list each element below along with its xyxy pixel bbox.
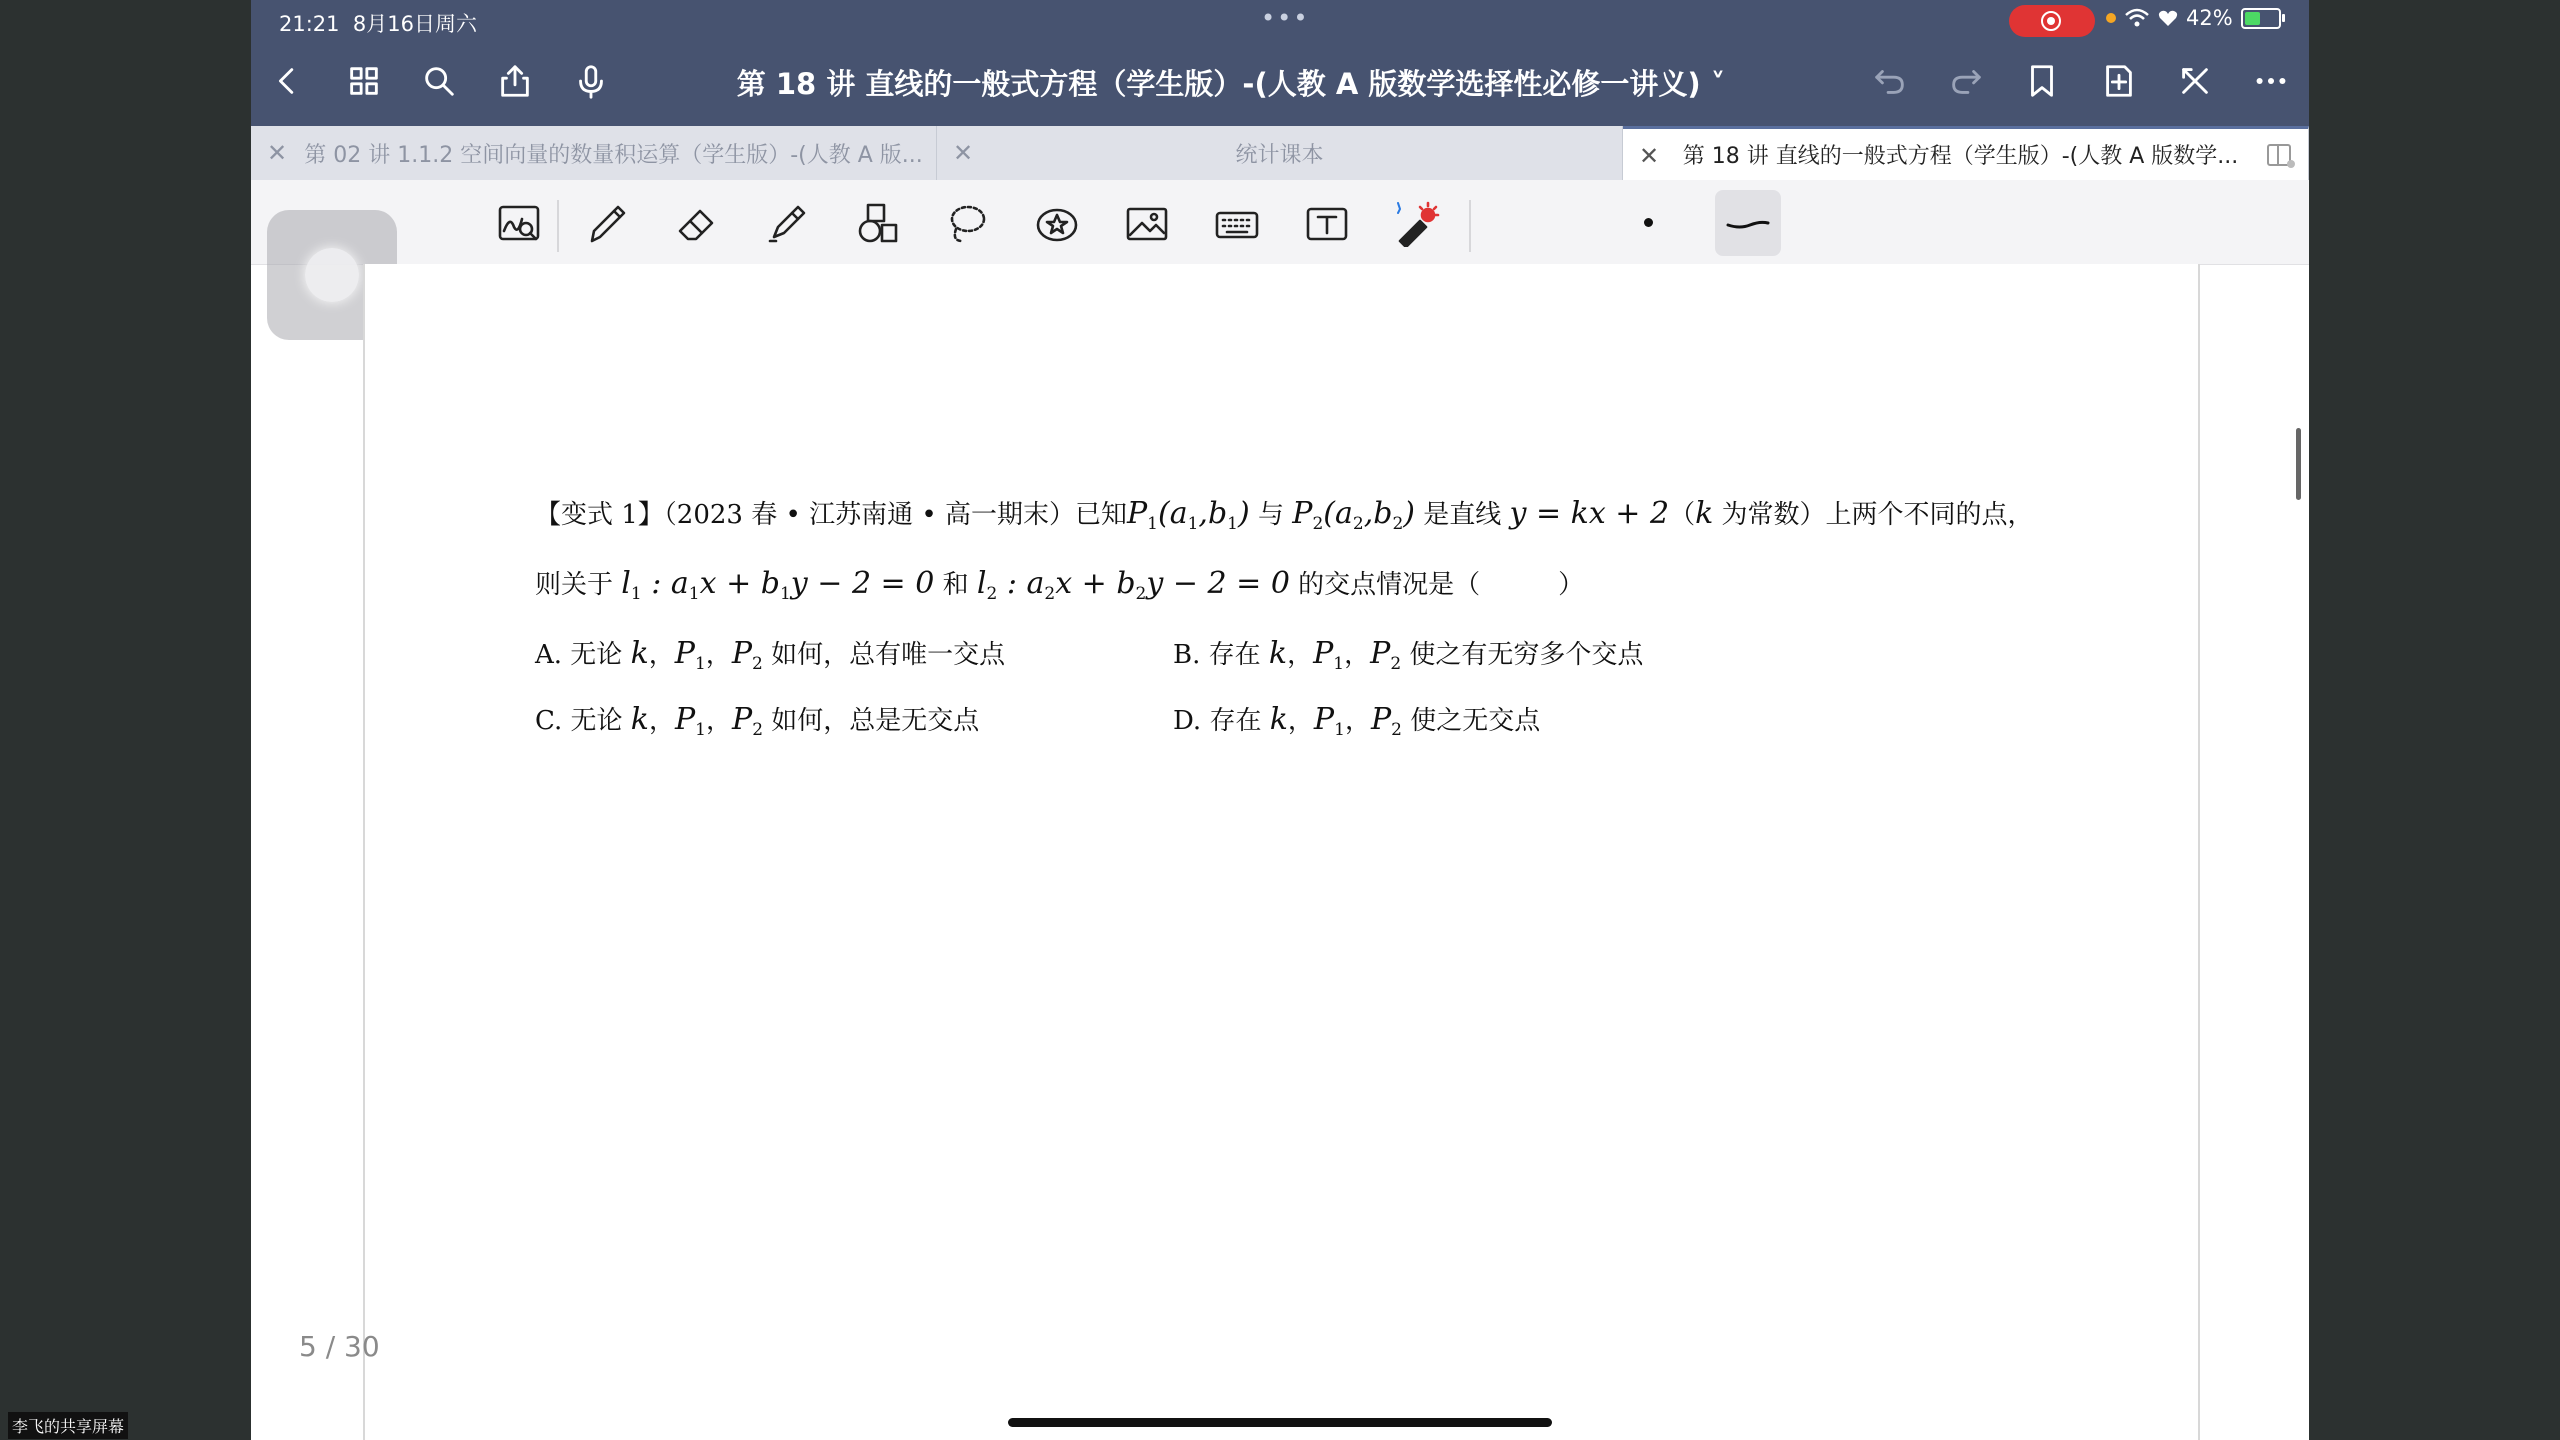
undo-icon[interactable] <box>1867 58 1913 104</box>
more-icon[interactable] <box>2248 58 2294 104</box>
document-page <box>363 264 2200 1440</box>
heart-icon <box>2158 9 2178 27</box>
mic-in-use-dot <box>2106 13 2116 23</box>
sticker-icon[interactable] <box>1031 198 1083 250</box>
grid-view-icon[interactable] <box>341 58 387 104</box>
status-time: 21:21 8月16日周六 <box>279 12 477 36</box>
back-icon[interactable] <box>265 58 311 104</box>
option-d: D. 存在 k，$P_1$，$P_2$ 使之无交点 <box>1173 702 1541 740</box>
screen-record-indicator[interactable] <box>2009 5 2095 37</box>
add-page-icon[interactable] <box>2096 58 2142 104</box>
option-a: A. 无论 k，$P_1$，$P_2$ 如何，总有唯一交点 <box>535 636 1006 674</box>
option-c: C. 无论 k，$P_1$，$P_2$ 如何，总是无交点 <box>535 702 980 740</box>
question-line-2: 则关于 $l_1$ : $a_1x + b_1y - 2 = 0$ 和 $l_2$ : $a_2x + b_2y - 2 = 0$ 的交点情况是（ ） <box>535 566 1585 604</box>
pen-size-dot[interactable] <box>1644 218 1653 227</box>
ipad-screen <box>251 0 2309 1440</box>
battery-percent: 42% <box>2186 6 2233 30</box>
redo-icon[interactable] <box>1943 58 1989 104</box>
lasso-icon[interactable] <box>941 198 993 250</box>
search-icon[interactable] <box>416 58 462 104</box>
pen-icon[interactable] <box>581 198 633 250</box>
tab-statistics-textbook[interactable]: ✕ 统计课本 <box>937 126 1623 180</box>
keyboard-icon[interactable] <box>1211 198 1263 250</box>
collapse-icon[interactable] <box>2172 58 2218 104</box>
eraser-icon[interactable] <box>671 198 723 250</box>
question-line-1: 【变式 1】（2023 春 • 江苏南通 • 高一期末）已知$P_1(a_1,b_1)$ 与 $P_2(a_2,b_2)$ 是直线 y = kx + 2（k 为常数）上两个不同的点， <box>535 496 2034 534</box>
image-icon[interactable] <box>1121 198 1173 250</box>
highlighter-icon[interactable] <box>761 198 813 250</box>
option-b: B. 存在 k，$P_1$，$P_2$ 使之有无穷多个交点 <box>1173 636 1644 674</box>
bookmark-icon[interactable] <box>2019 58 2065 104</box>
scrollbar[interactable] <box>2296 428 2301 500</box>
document-title[interactable]: 第 18 讲 直线的一般式方程（学生版）-(人教 A 版数学选择性必修一讲义) ˅ <box>736 67 1726 101</box>
screen-share-label: 李飞的共享屏幕 <box>8 1412 128 1439</box>
tab-space-vector[interactable]: ✕ 第 02 讲 1.1.2 空间向量的数量积运算（学生版）-(人教 A 版... <box>251 126 937 180</box>
tab-current-document[interactable]: ✕ 第 18 讲 直线的一般式方程（学生版）-(人教 A 版数学... <box>1623 126 2309 180</box>
top-bar <box>251 0 2309 126</box>
stroke-style-button[interactable] <box>1715 190 1781 256</box>
share-icon[interactable] <box>492 58 538 104</box>
tab-bar <box>251 126 2309 180</box>
laser-pointer-icon[interactable] <box>1391 198 1443 250</box>
page-counter: 5 / 30 <box>299 1330 380 1363</box>
annotation-toolbar <box>251 180 2309 265</box>
battery-icon <box>2241 8 2281 29</box>
microphone-icon[interactable] <box>568 58 614 104</box>
zoom-window-icon[interactable] <box>493 198 545 250</box>
status-indicators <box>2106 6 2281 30</box>
text-box-icon[interactable] <box>1301 198 1353 250</box>
shapes-icon[interactable] <box>851 198 903 250</box>
close-tab-icon[interactable]: ✕ <box>267 139 288 167</box>
close-tab-icon[interactable]: ✕ <box>953 139 974 167</box>
close-tab-icon[interactable]: ✕ <box>1639 142 1660 170</box>
multitask-dots[interactable]: ••• <box>1261 4 1310 32</box>
split-view-icon[interactable] <box>2266 143 2296 169</box>
wifi-icon <box>2124 8 2150 28</box>
home-indicator[interactable] <box>1008 1418 1552 1427</box>
